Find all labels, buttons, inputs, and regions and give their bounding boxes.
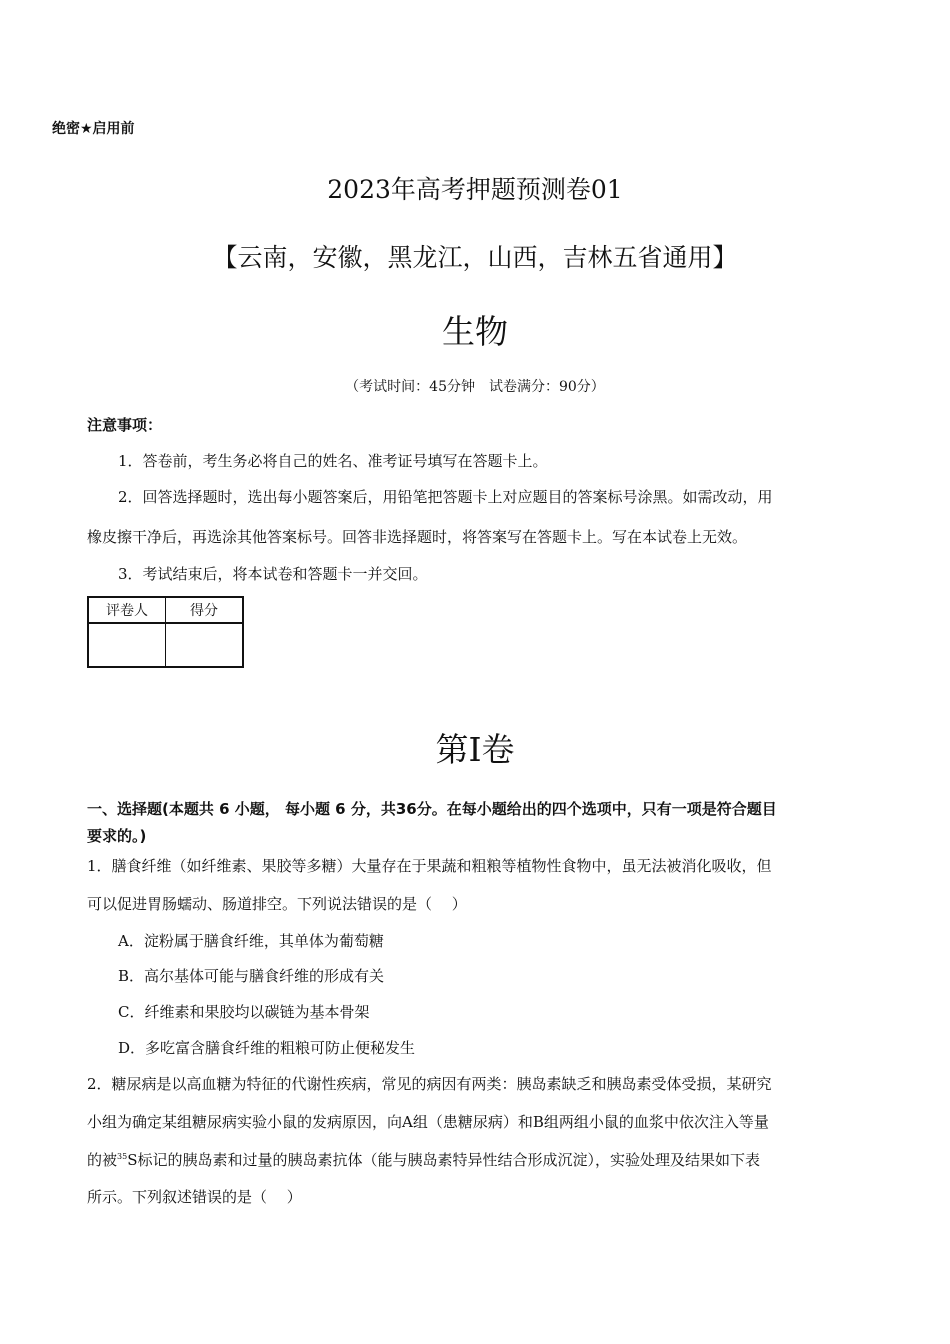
part-title: 第I卷 (435, 730, 515, 769)
section-heading-line-1: 一、选择题(本题共 6 小题， 每小题 6 分，共36分。在每小题给出的四个选项中，只有一项是符合题目 (87, 800, 777, 818)
score-table-grader-header: 评卷人 (88, 597, 166, 623)
exam-info: （考试时间：45分钟 试卷满分：90分） (345, 379, 605, 395)
question-1-line-2: 可以促进胃肠蠕动、肠道排空。下列说法错误的是（ ） (87, 895, 467, 913)
question-2-line-3-start: 的被 (87, 1151, 118, 1169)
score-table-score-header: 得分 (166, 597, 244, 623)
question-1-option-a: A．淀粉属于膳食纤维，其单体为葡萄糖 (118, 932, 384, 950)
notice-item-2-line-2: 橡皮擦干净后，再选涂其他答案标号。回答非选择题时，将答案写在答题卡上。写在本试卷上无效。 (87, 528, 748, 546)
notice-item-1: 1．答卷前，考生务必将自己的姓名、准考证号填写在答题卡上。 (118, 452, 548, 470)
question-1-option-d: D．多吃富含膳食纤维的粗粮可防止便秘发生 (118, 1039, 416, 1057)
section-heading-line-2: 要求的。) (87, 827, 147, 845)
score-table-grader-cell (88, 623, 166, 667)
score-table-score-cell (166, 623, 244, 667)
notice-heading: 注意事项： (87, 416, 163, 434)
question-2-line-1: 2．糖尿病是以高血糖为特征的代谢性疾病，常见的病因有两类：胰岛素缺乏和胰岛素受体受损，某研究 (87, 1075, 772, 1093)
score-table (87, 596, 244, 668)
question-2-line-2: 小组为确定某组糖尿病实验小鼠的发病原因，向A组（患糖尿病）和B组两组小鼠的血浆中依次注入等量 (87, 1113, 769, 1131)
question-2-line-3 (87, 1149, 760, 1170)
notice-item-2-line-1: 2．回答选择题时，选出每小题答案后，用铅笔把答题卡上对应题目的答案标号涂黑。如需改动，用 (118, 488, 773, 506)
confidential-label: 绝密★启用前 (52, 121, 135, 137)
section-heading (87, 796, 867, 850)
question-2-line-4: 所示。下列叙述错误的是（ ） (87, 1188, 302, 1206)
exam-title: 2023年高考押题预测卷01 (327, 175, 623, 204)
question-1-option-c: C．纤维素和果胶均以碳链为基本骨架 (118, 1003, 370, 1021)
question-1-option-b: B．高尔基体可能与膳食纤维的形成有关 (118, 967, 385, 985)
subject-title: 生物 (442, 312, 508, 351)
question-1-line-1: 1．膳食纤维（如纤维素、果胶等多糖）大量存在于果蔬和粗粮等植物性食物中，虽无法被消化吸收，但 (87, 857, 772, 875)
isotope-superscript: 35 (117, 1152, 128, 1161)
exam-subtitle: 【云南，安徽，黑龙江，山西，吉林五省通用】 (212, 243, 738, 272)
question-2-line-3-rest: S标记的胰岛素和过量的胰岛素抗体（能与胰岛素特异性结合形成沉淀），实验处理及结果如下表 (127, 1151, 760, 1169)
notice-item-3: 3．考试结束后，将本试卷和答题卡一并交回。 (118, 565, 428, 583)
